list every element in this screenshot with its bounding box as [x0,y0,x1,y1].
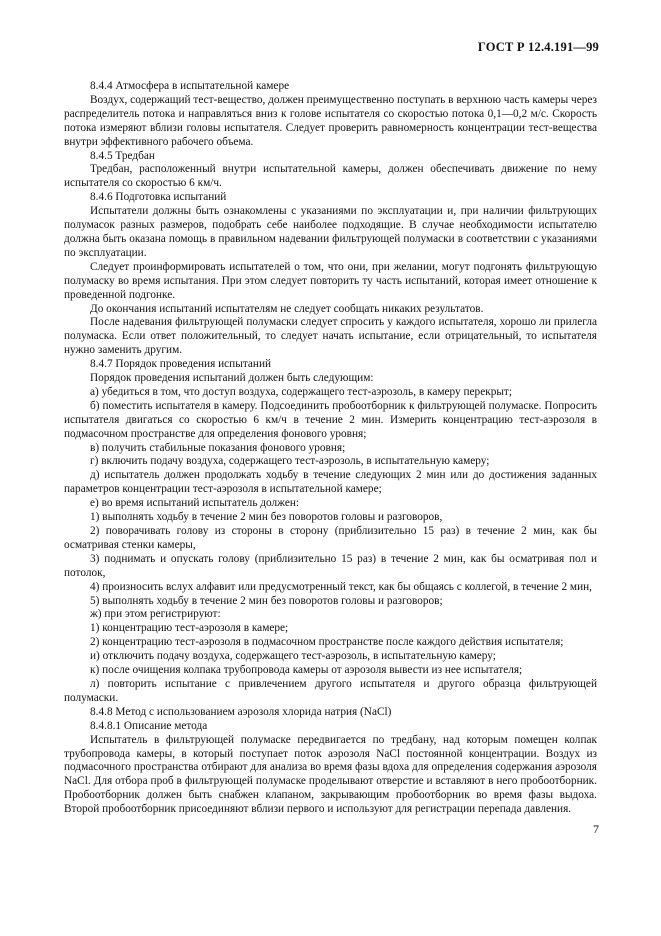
section-heading-8-4-6: 8.4.6 Подготовка испытаний [90,191,227,204]
paragraph: Испытатель в фильтрующей полумаске передвигается по тредбану, над которым помещен колпак трубопровода камеры, в который поступает поток аэрозоля NaCl постоянной концентрации. Воздух из подмасочного пространства отбирают для анализа во время фазы вдоха для определения содержания аэрозоля NaCl. Для отбора проб в фильтрующей полумаске проделывают отверстие и вставляют в него пробоотборник. Пробоотборник должен быть снабжен клапаном, закрывающим пробоотборник во время фазы выдоха. Второй пробоотборник присоединяют вблизи первого и используют для регистрации перепада давления. [64,733,597,816]
document-body [64,80,597,817]
paragraph: Воздух, содержащий тест-вещество, должен преимущественно поступать в верхнюю часть камеры через распределитель потока и направляться вниз к голове испытателя со скоростью потока 0,1—0,2 м/с. Скорость потока измеряют вблизи головы испытателя. Следует проверить равномерность концентрации тест-вещества внутри эффективного рабочего объема. [64,93,597,148]
sub-list-item: 1) концентрацию тест-аэрозоля в камере; [90,622,289,635]
sub-list-item: 1) выполнять ходьбу в течение 2 мин без поворотов головы и разговоров, [90,511,443,524]
list-item: к) после очищения колпака трубопровода камеры от аэрозоля вывести из нее испытателя; [90,664,523,677]
list-item: е) во время испытаний испытатель должен: [90,497,300,510]
sub-list-item: 2) поворачивать голову из стороны в сторону (приблизительно 15 раз) в течение 2 мин, как бы осматривая стенки камеры, [64,525,597,551]
paragraph: Испытатели должны быть ознакомлены с указаниями по эксплуатации и, при наличии фильтрующих полумасок разных размеров, подобрать себе наиболее подходящие. В случае необходимости испытателю должна быть оказана помощь в правильном надевании фильтрующей полумаски в соответствии с указаниями по эксплуатации. [64,205,597,259]
list-item: и) отключить подачу воздуха, содержащего тест-аэрозоль, в испытательную камеру; [90,650,496,663]
sub-list-item: 5) выполнять ходьбу в течение 2 мин без поворотов головы и разговоров; [90,594,443,607]
list-item: л) повторить испытание с привлечением другого испытателя и другого образца фильтрующей полумаски. [64,677,597,704]
paragraph: Тредбан, расположенный внутри испытательной камеры, должен обеспечивать движение по нему испытателя со скоростью 6 км/ч. [64,163,597,190]
page-number: 7 [593,822,599,836]
paragraph: Порядок проведения испытаний должен быть следующим: [90,372,374,385]
paragraph: После надевания фильтрующей полумаски следует спросить у каждого испытателя, хорошо ли прилегла полумаска. Если ответ положительный, то следует начать испытание, если отрицательный, то испытателя нужно заменить другим. [64,316,597,357]
list-item: ж) при этом регистрируют: [90,608,221,621]
section-heading-8-4-8: 8.4.8 Метод с использованием аэрозоля хлорида натрия (NaCl) [90,705,392,718]
section-heading-8-4-7: 8.4.7 Порядок проведения испытаний [90,358,272,371]
section-heading-8-4-5: 8.4.5 Тредбан [90,149,155,162]
sub-list-item: 2) концентрацию тест-аэрозоля в подмасочном пространстве после каждого действия испытателя; [90,636,564,649]
paragraph: Следует проинформировать испытателей о том, что они, при желании, могут подгонять фильтрующую полумаску во время испытания. При этом следует повторить ту часть испытаний, которая имеет отношение к проведенной подгонке. [64,260,597,301]
sub-list-item: 3) поднимать и опускать голову (приблизительно 15 раз) в течение 2 мин, как бы осматривая пол и потолок, [64,552,597,579]
paragraph: До окончания испытаний испытателям не следует сообщать никаких результатов. [90,302,484,315]
list-item: б) поместить испытателя в камеру. Подсоединить пробоотборник к фильтрующей полумаске. Попросить испытателя двигаться со скоростью 6 км/ч в течение 2 мин. Измерить концентрацию тест-аэрозоля в подмасочном пространстве для определения фонового уровня; [64,399,597,440]
list-item: д) испытатель должен продолжать ходьбу в течение следующих 2 мин или до достижения заданных параметров концентрации тест-аэрозоля в испытательной камере; [64,469,597,496]
standard-code-header: ГОСТ Р 12.4.191—99 [477,40,599,54]
list-item: в) получить стабильные показания фонового уровня; [90,441,346,454]
list-item: а) убедиться в том, что доступ воздуха, содержащего тест-аэрозоль, в камеру перекрыт; [90,385,513,398]
section-heading-8-4-4: 8.4.4 Атмосфера в испытательной камере [90,80,290,92]
list-item: г) включить подачу воздуха, содержащего тест-аэрозоль, в испытательную камеру; [90,455,490,468]
section-heading-8-4-8-1: 8.4.8.1 Описание метода [90,719,208,732]
sub-list-item: 4) произносить вслух алфавит или предусмотренный текст, как бы общаясь с коллегой, в течение 2 мин, [90,580,592,593]
